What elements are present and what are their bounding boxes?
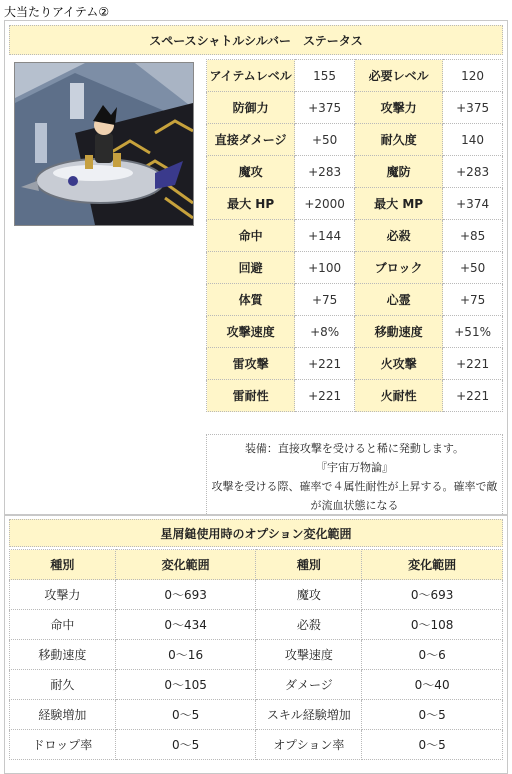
stat-value: +8% <box>295 316 355 348</box>
stats-row <box>207 316 503 348</box>
stat-label: 雷耐性 <box>207 380 295 412</box>
column-header: 種別 <box>256 550 362 580</box>
table-row <box>10 730 503 760</box>
stat-label: 最大 MP <box>355 188 443 220</box>
table-row <box>10 640 503 670</box>
stat-label: 攻撃速度 <box>207 316 295 348</box>
stat-value: +221 <box>443 348 503 380</box>
stat-label: 命中 <box>207 220 295 252</box>
option-range-panel <box>4 515 508 774</box>
option-type: 命中 <box>10 610 116 640</box>
option-range: 0～693 <box>115 580 256 610</box>
option-range: 0～5 <box>115 730 256 760</box>
stat-value: +221 <box>295 380 355 412</box>
stat-label: 火耐性 <box>355 380 443 412</box>
item-image <box>14 62 194 226</box>
stats-row <box>207 252 503 284</box>
stat-value: +75 <box>295 284 355 316</box>
column-header: 種別 <box>10 550 116 580</box>
option-range: 0～434 <box>115 610 256 640</box>
effect-line: が流血状態になる <box>310 499 399 512</box>
stat-label: 防御力 <box>207 92 295 124</box>
stat-value: +283 <box>295 156 355 188</box>
stat-value: +85 <box>443 220 503 252</box>
stat-label: 攻撃力 <box>355 92 443 124</box>
option-type: ドロップ率 <box>10 730 116 760</box>
stat-value: +283 <box>443 156 503 188</box>
stat-value: 140 <box>443 124 503 156</box>
stats-row <box>207 220 503 252</box>
stat-label: アイテムレベル <box>207 60 295 92</box>
stats-row <box>207 92 503 124</box>
option-range: 0～693 <box>362 580 503 610</box>
stats-row <box>207 284 503 316</box>
stat-label: 回避 <box>207 252 295 284</box>
effect-line: 装備：直接攻撃を受けると稀に発動します。 <box>244 442 465 455</box>
stat-value: +50 <box>443 252 503 284</box>
stat-label: 最大 HP <box>207 188 295 220</box>
option-header-row <box>10 550 503 580</box>
effect-line: 『宇宙万物論』 <box>316 461 393 474</box>
option-type: 攻撃力 <box>10 580 116 610</box>
stat-label: 体質 <box>207 284 295 316</box>
stats-row <box>207 156 503 188</box>
stat-label: 火攻撃 <box>355 348 443 380</box>
option-type: 魔攻 <box>256 580 362 610</box>
stat-value: +375 <box>443 92 503 124</box>
option-type: 耐久 <box>10 670 116 700</box>
item-status-panel <box>4 20 508 515</box>
stat-label: ブロック <box>355 252 443 284</box>
option-type: スキル経験増加 <box>256 700 362 730</box>
stat-label: 移動速度 <box>355 316 443 348</box>
stat-label: 心霊 <box>355 284 443 316</box>
option-range: 0～5 <box>362 730 503 760</box>
stat-value: +51% <box>443 316 503 348</box>
stats-row <box>207 188 503 220</box>
item-status-title: スペースシャトルシルバー ステータス <box>9 25 503 55</box>
stat-label: 必要レベル <box>355 60 443 92</box>
stat-value: +2000 <box>295 188 355 220</box>
stat-label: 雷攻撃 <box>207 348 295 380</box>
table-row <box>10 700 503 730</box>
option-range: 0～5 <box>362 700 503 730</box>
stat-label: 耐久度 <box>355 124 443 156</box>
stat-value: +221 <box>443 380 503 412</box>
page-title: 大当たりアイテム② <box>4 5 110 19</box>
option-range: 0～16 <box>115 640 256 670</box>
option-range: 0～6 <box>362 640 503 670</box>
stats-row <box>207 60 503 92</box>
stat-value: +75 <box>443 284 503 316</box>
option-range: 0～40 <box>362 670 503 700</box>
option-type: オプション率 <box>256 730 362 760</box>
option-range-title: 星屑鎚使用時のオプション変化範囲 <box>9 519 503 547</box>
option-range: 0～105 <box>115 670 256 700</box>
option-type: 攻撃速度 <box>256 640 362 670</box>
option-range-table <box>9 549 503 760</box>
table-row <box>10 580 503 610</box>
stat-value: 155 <box>295 60 355 92</box>
option-range: 0～108 <box>362 610 503 640</box>
option-type: 移動速度 <box>10 640 116 670</box>
stat-value: 120 <box>443 60 503 92</box>
stat-value: +374 <box>443 188 503 220</box>
table-row <box>10 670 503 700</box>
stats-row <box>207 380 503 412</box>
option-type: ダメージ <box>256 670 362 700</box>
stat-label: 必殺 <box>355 220 443 252</box>
stat-value: +144 <box>295 220 355 252</box>
stat-value: +375 <box>295 92 355 124</box>
item-effect-text <box>206 434 503 522</box>
column-header: 変化範囲 <box>115 550 256 580</box>
stat-label: 直接ダメージ <box>207 124 295 156</box>
option-type: 経験増加 <box>10 700 116 730</box>
stats-row <box>207 124 503 156</box>
effect-line: 攻撃を受ける際、確率で４属性耐性が上昇する。確率で敵 <box>211 480 498 493</box>
table-row <box>10 610 503 640</box>
column-header: 変化範囲 <box>362 550 503 580</box>
item-stats-table <box>206 59 503 412</box>
stat-value: +221 <box>295 348 355 380</box>
stats-row <box>207 348 503 380</box>
stat-value: +100 <box>295 252 355 284</box>
stat-label: 魔攻 <box>207 156 295 188</box>
option-type: 必殺 <box>256 610 362 640</box>
option-range: 0～5 <box>115 700 256 730</box>
stat-label: 魔防 <box>355 156 443 188</box>
stat-value: +50 <box>295 124 355 156</box>
